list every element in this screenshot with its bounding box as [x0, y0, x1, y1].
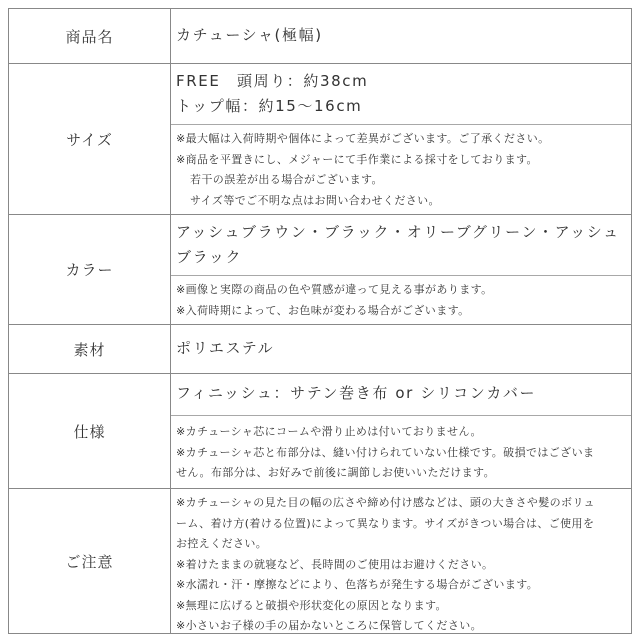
row-label: 仕様 [9, 374, 171, 488]
row-label: サイズ [9, 64, 171, 214]
note-line: ※入荷時期によって、お色味が変わる場合がございます。 [176, 303, 470, 317]
product-spec-table [8, 8, 632, 634]
row-label: 商品名 [9, 9, 171, 63]
note-line: サイズ等でご不明な点はお問い合わせください。 [190, 193, 440, 207]
note-line: ※カチューシャ芯にコームや滑り止めは付いておりません。 [176, 425, 482, 438]
color-notes [171, 275, 631, 324]
note-line: せん。布部分は、お好みで前後に調節しお使いいただけます。 [176, 466, 495, 479]
spec-main [171, 381, 631, 415]
caution-notes [171, 493, 631, 633]
note-line: ※カチューシャの見た目の幅の広さや締め付け感などは、頭の大きさや髪のボリュ [176, 496, 595, 509]
row-label: ご注意 [9, 489, 171, 633]
note-line: ※画像と実際の商品の色や質感が違って見える事があります。 [176, 283, 493, 296]
row-size [9, 63, 631, 214]
color-value: アッシュブラウン・ブラック・オリーブグリーン・アッシュ [176, 223, 620, 241]
size-main [171, 69, 631, 125]
material-value: ポリエステル [176, 339, 275, 357]
row-label: 素材 [9, 325, 171, 373]
note-line: ※着けたままの就寝など、長時間のご使用はお避けください。 [176, 557, 494, 571]
note-line: ※商品を平置きにし、メジャーにて手作業による採寸をしております。 [176, 152, 538, 166]
spec-value: フィニッシュ：サテン巻き布 or シリコンカバー [176, 384, 537, 402]
note-line: ーム、着け方(着ける位置)によって異なります。サイズがきつい場合は、ご使用を [176, 516, 595, 530]
product-name-value: カチューシャ(極幅) [176, 26, 323, 44]
size-notes [171, 124, 631, 214]
size-value: FREE 頭周り：約38cm [176, 72, 369, 90]
note-line: ※カチューシャ芯と布部分は、縫い付けられていない仕様です。破損ではございま [176, 445, 595, 459]
note-line: ※水濡れ・汗・摩擦などにより、色落ちが発生する場合がございます。 [176, 578, 539, 591]
color-value: ブラック [176, 248, 243, 266]
row-color [9, 214, 631, 324]
row-caution [9, 488, 631, 633]
size-value: トップ幅：約15〜16cm [176, 97, 363, 115]
note-line: お控えください。 [176, 537, 268, 550]
row-label: カラー [9, 215, 171, 324]
note-line: ※最大幅は入荷時期や個体によって差異がございます。ご了承ください。 [176, 132, 550, 145]
note-line: ※小さいお子様の手の届かないところに保管してください。 [176, 619, 483, 632]
color-main [171, 220, 631, 276]
note-line: 若干の誤差が出る場合がございます。 [190, 173, 383, 186]
note-line: ※無理に広げると破損や形状変化の原因となります。 [176, 598, 447, 612]
row-product-name [9, 9, 631, 63]
row-spec [9, 373, 631, 488]
spec-notes [171, 415, 631, 488]
row-material [9, 324, 631, 373]
